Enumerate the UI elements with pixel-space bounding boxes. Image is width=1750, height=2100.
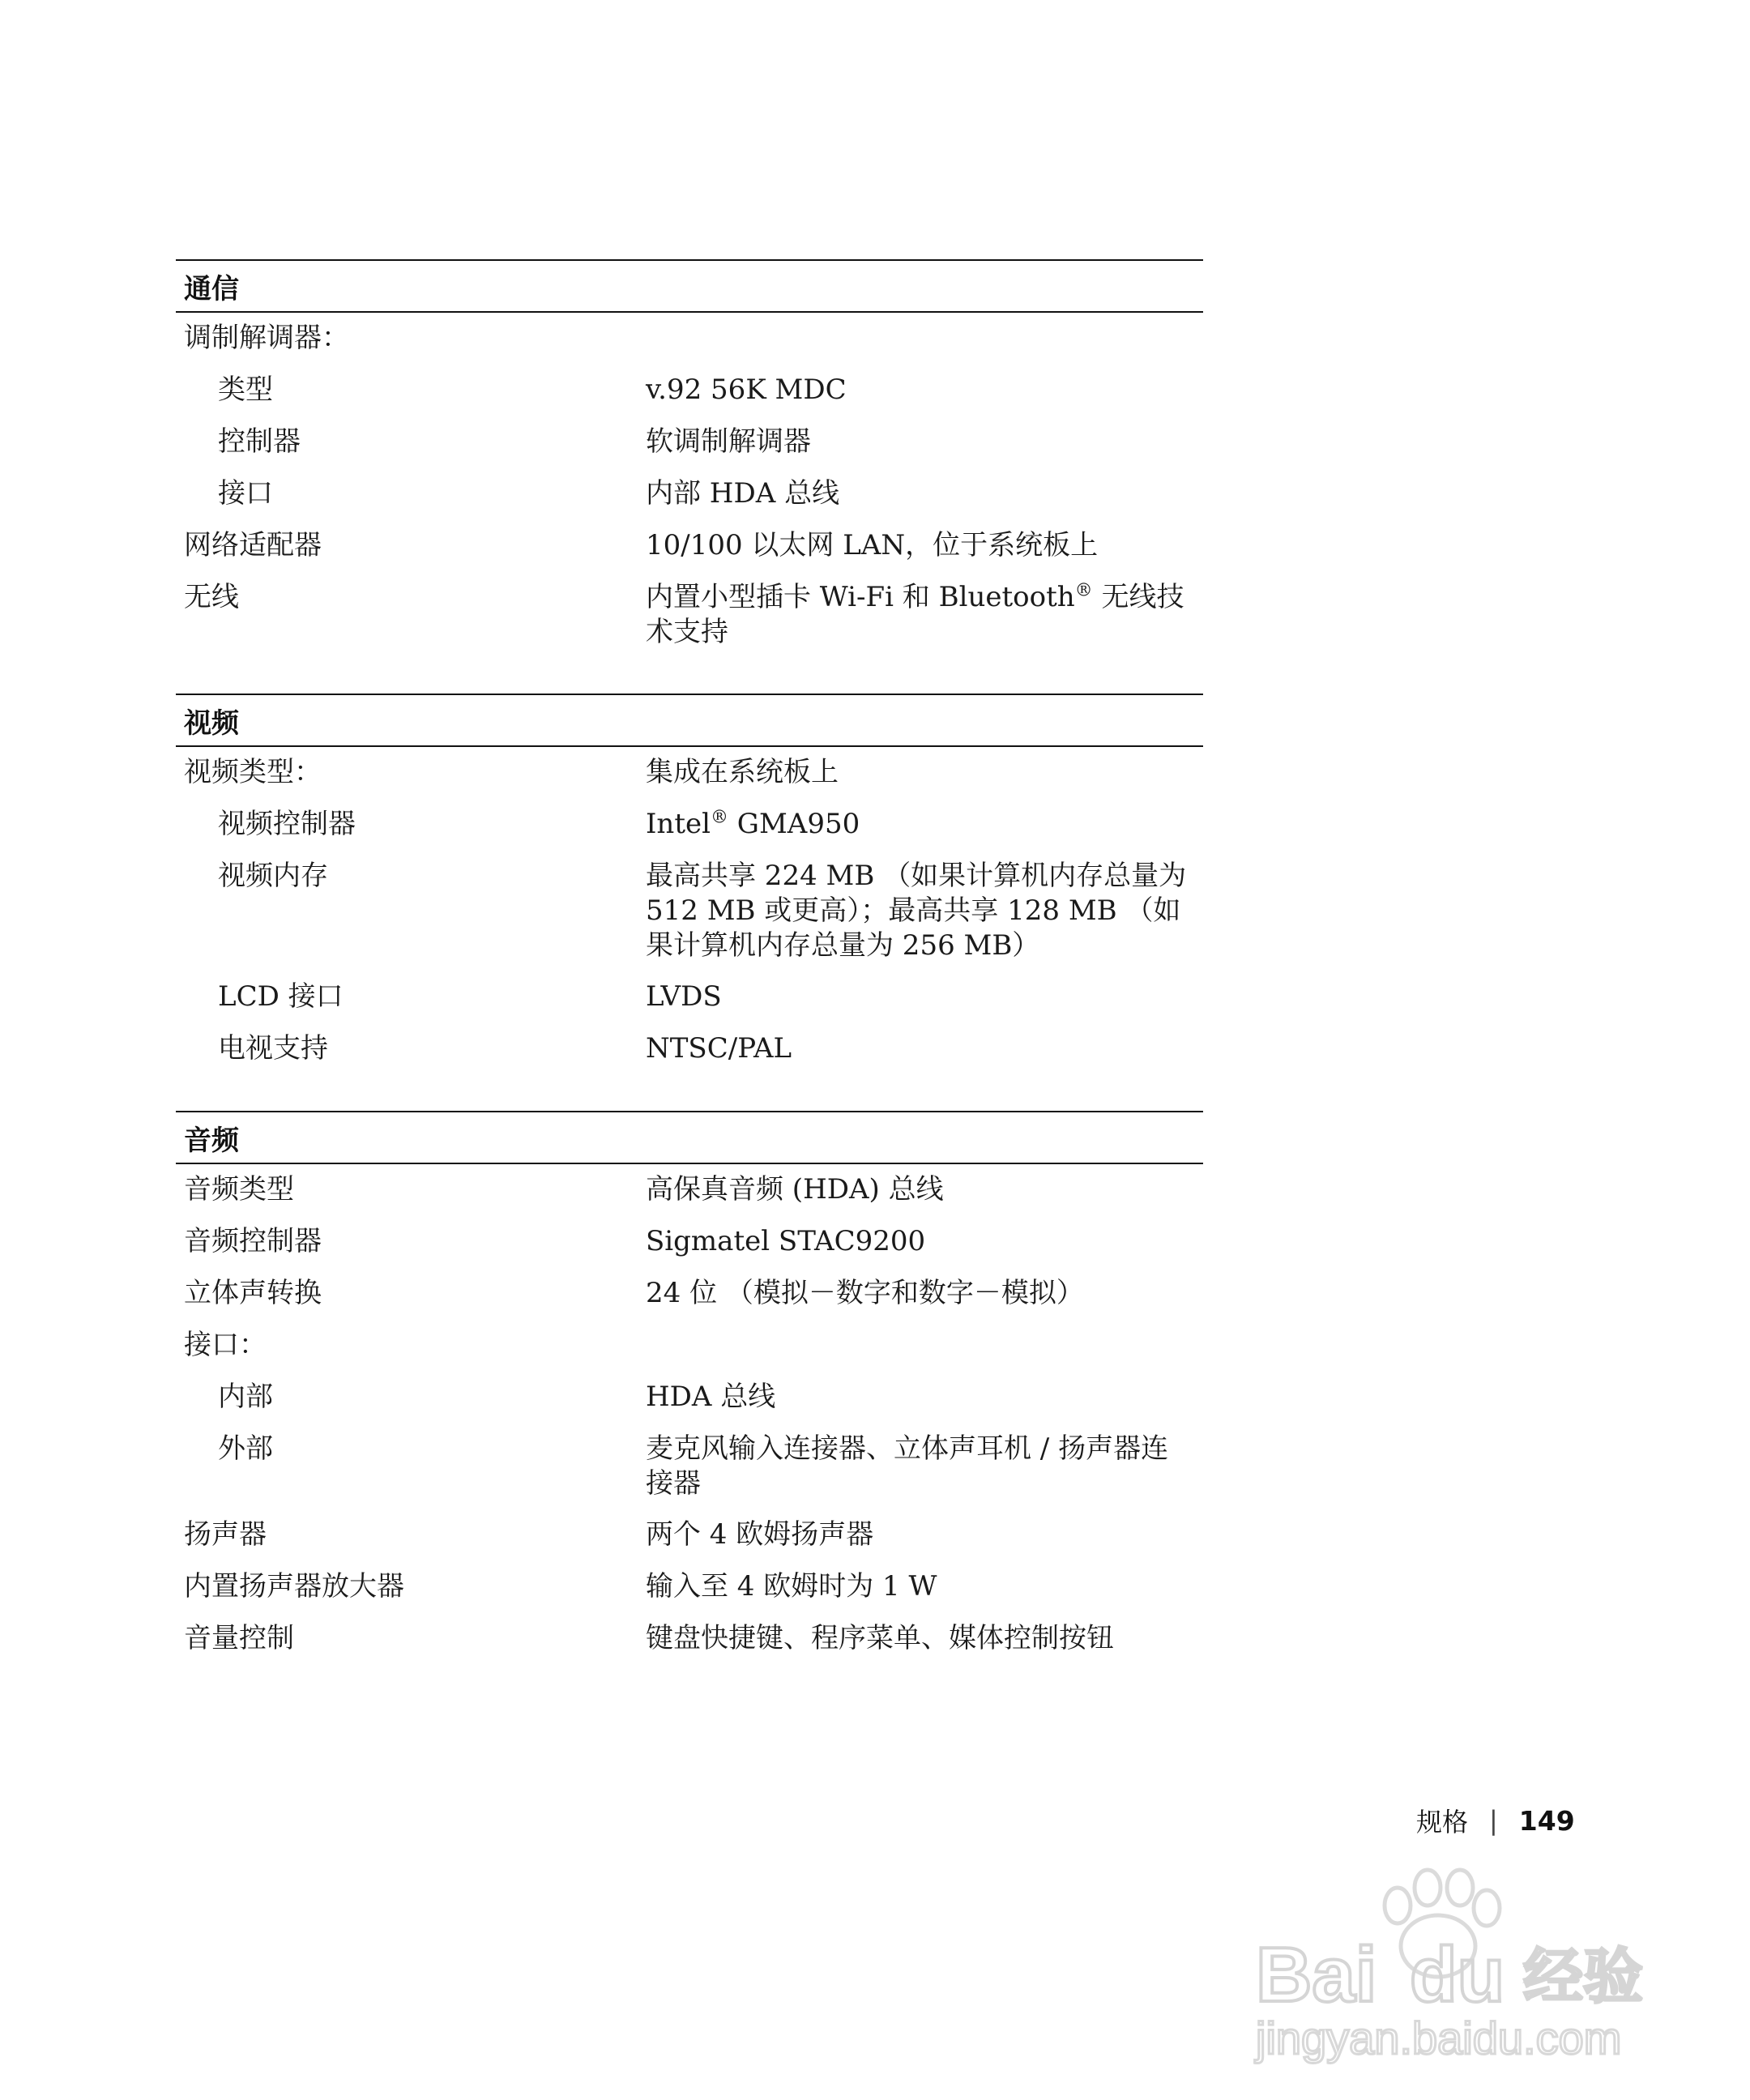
spec-value-text: GMA950 bbox=[728, 808, 860, 840]
spec-label: 接口： bbox=[184, 1329, 267, 1361]
spec-label: 音量控制 bbox=[184, 1622, 294, 1654]
spec-value: v.92 56K MDC bbox=[646, 373, 847, 406]
spec-value: NTSC/PAL bbox=[646, 1032, 792, 1065]
spec-value: 最高共享 224 MB （如果计算机内存总量为 512 MB 或更高）；最高共享 128 MB （如果计算机内存总量为 256 MB） bbox=[646, 860, 1187, 962]
spec-row-wireless bbox=[176, 577, 1203, 663]
page-number: 149 bbox=[1518, 1804, 1575, 1837]
spec-value: LVDS bbox=[646, 980, 722, 1013]
footer-separator: | bbox=[1489, 1805, 1498, 1836]
registered-mark: ® bbox=[711, 807, 728, 828]
spec-row-tv-support bbox=[176, 1028, 1203, 1080]
page-footer bbox=[1416, 1800, 1575, 1841]
spec-value: 麦克风输入连接器、立体声耳机 / 扬声器连接器 bbox=[646, 1432, 1169, 1500]
svg-text:Bai: Bai bbox=[1256, 1931, 1377, 2018]
spec-label: 视频类型： bbox=[184, 756, 322, 788]
spec-label: 音频类型 bbox=[184, 1173, 294, 1206]
spec-row-external bbox=[176, 1428, 1203, 1514]
spec-value: 集成在系统板上 bbox=[646, 756, 839, 788]
spec-row-stereo-conversion bbox=[176, 1273, 1203, 1325]
spec-label: 外部 bbox=[218, 1432, 273, 1465]
spec-label: 接口 bbox=[218, 477, 273, 510]
spec-row-volume-controls bbox=[176, 1618, 1203, 1670]
spec-label: 音频控制器 bbox=[184, 1225, 322, 1257]
spec-row-modem-type bbox=[176, 369, 1203, 421]
spec-row-speakers bbox=[176, 1514, 1203, 1566]
spec-value: 高保真音频 (HDA) 总线 bbox=[646, 1173, 944, 1206]
baidu-jingyan-watermark bbox=[1248, 1847, 1669, 2066]
section-title-video: 视频 bbox=[176, 694, 1203, 747]
spec-value-text: 内置小型插卡 Wi-Fi 和 Bluetooth bbox=[646, 581, 1075, 613]
section-communications bbox=[176, 259, 1203, 663]
spec-row-video-type bbox=[176, 752, 1203, 804]
spec-row-interfaces bbox=[176, 1325, 1203, 1377]
spec-row-speaker-amplifier bbox=[176, 1566, 1203, 1618]
spec-row-internal bbox=[176, 1377, 1203, 1428]
spec-row-audio-controller bbox=[176, 1221, 1203, 1273]
section-video bbox=[176, 694, 1203, 1080]
spec-value: 两个 4 欧姆扬声器 bbox=[646, 1518, 874, 1551]
spec-value bbox=[646, 807, 1203, 842]
spec-value: 24 位 （模拟－数字和数字－模拟） bbox=[646, 1277, 1084, 1309]
spec-value: HDA 总线 bbox=[646, 1381, 776, 1413]
spec-value: Sigmatel STAC9200 bbox=[646, 1225, 926, 1257]
spec-label: 类型 bbox=[218, 373, 273, 406]
spec-value-text: 无线技术支持 bbox=[646, 581, 1184, 648]
spec-value: 软调制解调器 bbox=[646, 425, 811, 458]
spec-row-audio-type bbox=[176, 1169, 1203, 1221]
spec-row-network-adapter bbox=[176, 525, 1203, 577]
spec-value: 10/100 以太网 LAN，位于系统板上 bbox=[646, 529, 1099, 561]
svg-text:du: du bbox=[1410, 1931, 1505, 2018]
spec-label: 内置扬声器放大器 bbox=[184, 1570, 404, 1603]
footer-section-name: 规格 bbox=[1416, 1807, 1469, 1838]
spec-label: 立体声转换 bbox=[184, 1277, 322, 1309]
spec-label: 电视支持 bbox=[218, 1032, 328, 1065]
spec-row-modem-controller bbox=[176, 421, 1203, 473]
spec-value bbox=[646, 580, 1203, 650]
spec-label: 网络适配器 bbox=[184, 529, 322, 561]
spec-row-modem-interface bbox=[176, 473, 1203, 525]
spec-value-text: Intel bbox=[646, 808, 711, 840]
spec-value: 内部 HDA 总线 bbox=[646, 477, 840, 510]
spec-row-video-controller bbox=[176, 804, 1203, 856]
spec-table bbox=[176, 259, 1203, 1701]
spec-value: 键盘快捷键、程序菜单、媒体控制按钮 bbox=[646, 1622, 1114, 1654]
spec-row-modem bbox=[176, 318, 1203, 369]
spec-label: 调制解调器： bbox=[184, 322, 349, 354]
section-title-audio: 音频 bbox=[176, 1111, 1203, 1164]
spec-label: 视频控制器 bbox=[218, 808, 356, 840]
spec-label: 内部 bbox=[218, 1381, 273, 1413]
spec-label: 扬声器 bbox=[184, 1518, 267, 1551]
spec-label: 视频内存 bbox=[218, 860, 328, 892]
spec-value: 输入至 4 欧姆时为 1 W bbox=[646, 1570, 937, 1603]
registered-mark: ® bbox=[1074, 580, 1093, 601]
spec-row-video-memory bbox=[176, 856, 1203, 976]
svg-text:经验: 经验 bbox=[1523, 1942, 1643, 2012]
section-title-communications: 通信 bbox=[176, 259, 1203, 313]
section-audio bbox=[176, 1111, 1203, 1670]
spec-label: LCD 接口 bbox=[218, 980, 344, 1013]
svg-text:jingyan.baidu.com: jingyan.baidu.com bbox=[1256, 2012, 1622, 2064]
spec-label: 无线 bbox=[184, 581, 239, 613]
spec-row-lcd-interface bbox=[176, 976, 1203, 1028]
spec-label: 控制器 bbox=[218, 425, 301, 458]
